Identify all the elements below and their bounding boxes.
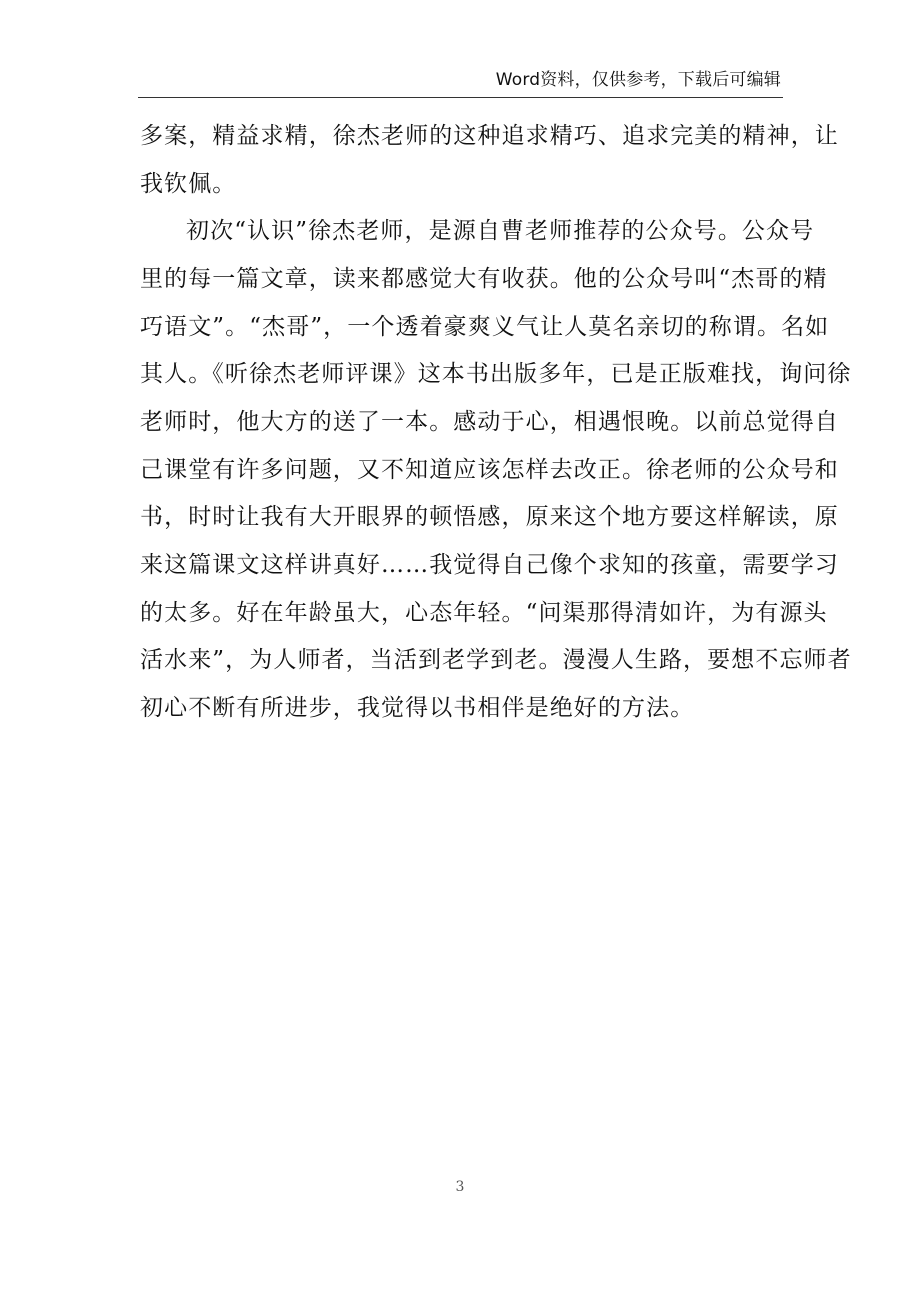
body-line: 其人。《听徐杰老师评课》这本书出版多年，已是正版难找，询问徐 — [140, 361, 852, 387]
body-line: 巧语文”。“杰哥”，一个透着豪爽义气让人莫名亲切的称谓。名如 — [140, 314, 830, 340]
body-line: 的太多。好在年龄虽大，心态年轻。“问渠那得清如许，为有源头 — [140, 600, 828, 626]
page-number: 3 — [455, 1179, 465, 1195]
header-text: Word资料，仅供参考，下载后可编辑 — [495, 70, 781, 90]
body-line: 我钦佩。 — [140, 171, 237, 197]
body-line: 己课堂有许多问题，又不知道应该怎样去改正。徐老师的公众号和 — [140, 457, 839, 483]
body-line: 初心不断有所进步，我觉得以书相伴是绝好的方法。 — [140, 695, 695, 721]
body-line: 多案，精益求精，徐杰老师的这种追求精巧、追求完美的精神，让 — [140, 123, 839, 149]
body-line: 里的每一篇文章，读来都感觉大有收获。他的公众号叫“杰哥的精 — [140, 266, 828, 292]
body-line: 活水来”，为人师者，当活到老学到老。漫漫人生路，要想不忘师者 — [140, 647, 852, 673]
body-line: 书，时时让我有大开眼界的顿悟感，原来这个地方要这样解读，原 — [140, 504, 839, 530]
body-line: 老师时，他大方的送了一本。感动于心，相遇恨晚。以前总觉得自 — [140, 409, 839, 435]
paragraph-start-line: 初次“认识”徐杰老师，是源自曹老师推荐的公众号。公众号 — [186, 218, 815, 244]
body-line: 来这篇课文这样讲真好……我觉得自己像个求知的孩童，需要学习 — [140, 552, 839, 578]
page-header — [138, 66, 783, 98]
